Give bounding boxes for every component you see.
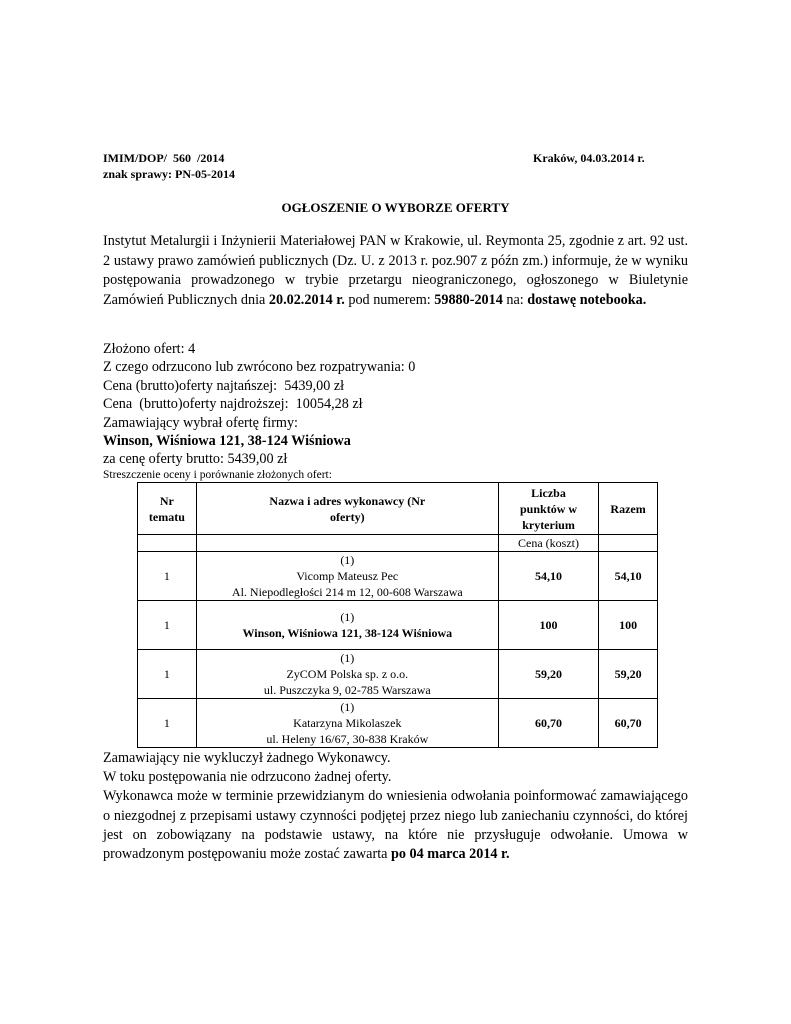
table-row	[138, 699, 658, 748]
contractor-name: Vicomp Mateusz Pec	[296, 569, 399, 583]
offer-number: (1)	[340, 610, 355, 624]
row-total: 100	[599, 601, 658, 650]
table-row	[138, 552, 658, 601]
no-rejections: W toku postępowania nie odrzucono żadnej oferty.	[103, 769, 392, 786]
appeal-text: Wykonawca może w terminie przewidzianym do wniesienia odwołania poinformować zamawiającego o niezgodnej z przepisami ustawy czynności podjętej przez niego lub zaniechaniu czynności, do której jest on zobowiązany na podstawie ustawy, na które nie przysługuje odwołanie. Umowa w prowadzonym postępowaniu może zostać zawarta	[103, 788, 688, 863]
contractor-name: Katarzyna Mikolaszek	[293, 716, 402, 730]
row-nr: 1	[138, 650, 197, 699]
row-points: 54,10	[498, 552, 598, 601]
contractor-address: Al. Niepodległości 214 m 12, 00-608 Warszawa	[231, 585, 463, 599]
lowest-price: Cena (brutto)oferty najtańszej: 5439,00 zł	[103, 377, 345, 394]
empty-cell	[599, 535, 658, 552]
chosen-price: za cenę oferty brutto: 5439,00 zł	[103, 451, 288, 468]
appeal-paragraph	[103, 787, 688, 864]
intro-text-3: pod numerem:	[344, 291, 435, 308]
contractor-address: ul. Heleny 16/67, 30-838 Kraków	[266, 732, 429, 746]
contractor-name: ZyCOM Polska sp. z o.o.	[286, 667, 409, 681]
place-date: Kraków, 04.03.2014 r.	[533, 151, 645, 165]
contract-date: po 04 marca 2014 r.	[390, 846, 510, 863]
closing-section	[103, 749, 688, 864]
contractor-address: ul. Puszczyka 9, 02-785 Warszawa	[263, 683, 431, 697]
offers-submitted: Złożono ofert: 4	[103, 341, 196, 357]
col-name-label: Nazwa i adres wykonawcy (Nr oferty)	[269, 493, 426, 524]
table-row	[138, 650, 658, 699]
row-points: 60,70	[498, 699, 598, 748]
row-nr: 1	[138, 699, 197, 748]
offers-table	[137, 482, 658, 748]
row-points: 59,20	[498, 650, 598, 699]
reference-number: IMIM/DOP/ 560 /2014	[103, 151, 225, 165]
row-total: 60,70	[599, 699, 658, 748]
chosen-firm: Winson, Wiśniowa 121, 38-124 Wiśniowa	[103, 433, 351, 450]
offer-number: (1)	[340, 651, 355, 665]
order-subject: dostawę notebooka.	[527, 291, 647, 308]
announcement-date: 20.02.2014 r.	[268, 291, 345, 308]
intro-text-1: Instytut Metalurgii i Inżynierii Materiałowej PAN w Krakowie, ul. Reymonta 25	[103, 233, 562, 249]
intro-text-4: na:	[502, 291, 528, 308]
col-nr-label: Nr tematu	[148, 493, 185, 524]
offer-number: (1)	[340, 700, 355, 714]
empty-cell	[196, 535, 498, 552]
empty-cell	[138, 535, 197, 552]
col-nr-header	[138, 483, 197, 535]
no-exclusions: Zamawiający nie wykluczył żadnego Wykonawcy.	[103, 750, 391, 766]
row-points: 100	[498, 601, 598, 650]
table-header-row	[138, 483, 658, 535]
offers-rejected: Z czego odrzucono lub zwrócono bez rozpatrywania: 0	[103, 359, 416, 376]
contractor-name: Winson, Wiśniowa 121, 38-124 Wiśniowa	[242, 626, 453, 640]
case-number: znak sprawy: PN-05-2014	[103, 167, 235, 181]
col-name-header	[196, 483, 498, 535]
row-total: 54,10	[599, 552, 658, 601]
header-left	[103, 150, 235, 182]
intro-text-2: , zgodnie z art. 92 ust. 2 ustawy prawo zamówień publicznych (Dz. U. z 2013 r. poz.907 z późn zm.) informuje, że w wyniku postępowania prowadzonego w trybie przetargu nieograniczonego, ogłoszonego w Biuletynie Zamówień Publicznych dnia	[103, 233, 688, 308]
highest-price: Cena (brutto)oferty najdroższej: 10054,28 zł	[103, 396, 363, 413]
announcement-number: 59880-2014	[434, 291, 503, 308]
row-contractor	[196, 601, 498, 650]
row-nr: 1	[138, 552, 197, 601]
offer-number: (1)	[340, 553, 355, 567]
criterion-label: Cena (koszt)	[498, 535, 598, 552]
col-total-header: Razem	[599, 483, 658, 535]
chosen-label: Zamawiający wybrał ofertę firmy:	[103, 414, 298, 431]
document-title: OGŁOSZENIE O WYBORZE OFERTY	[281, 200, 510, 215]
row-contractor	[196, 552, 498, 601]
intro-paragraph	[103, 232, 688, 310]
table-row	[138, 601, 658, 650]
col-points-label: Liczba punktów w kryterium	[520, 485, 578, 532]
offer-facts	[103, 340, 688, 469]
criterion-row	[138, 535, 658, 552]
row-contractor	[196, 699, 498, 748]
row-contractor	[196, 650, 498, 699]
row-total: 59,20	[599, 650, 658, 699]
col-points-header	[498, 483, 598, 535]
row-nr: 1	[138, 601, 197, 650]
summary-label: Streszczenie oceny i porównanie złożonych ofert:	[103, 469, 332, 481]
